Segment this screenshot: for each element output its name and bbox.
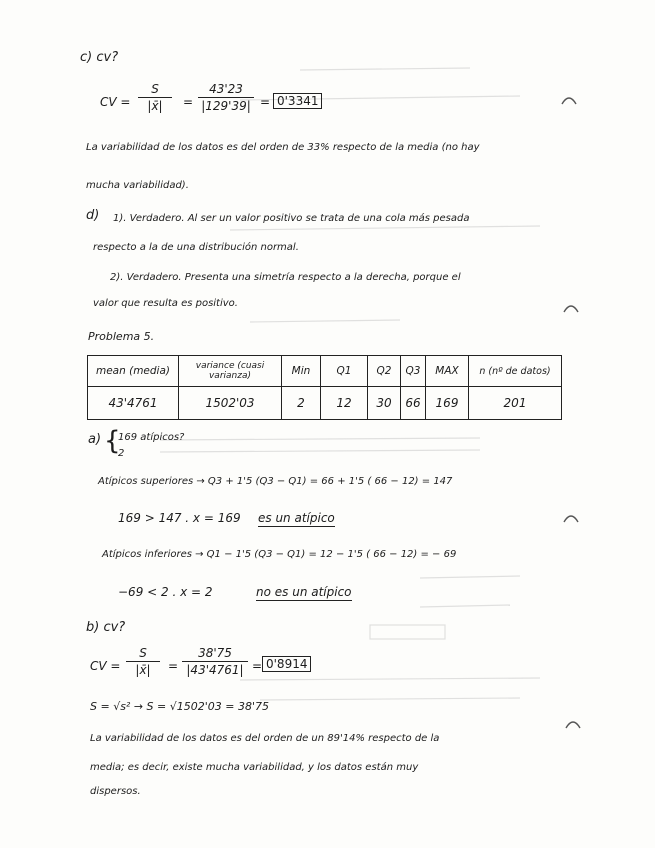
header-cell: Q2	[368, 356, 401, 387]
part-b-s-formula: S = √s² → S = √1502'03 = 38'75	[90, 700, 269, 713]
outliers-upper-conclusion: es un atípico	[258, 511, 335, 525]
value-cell: 12	[321, 387, 368, 420]
binder-hole-lower	[562, 512, 580, 524]
part-c-heading: c) cv?	[80, 50, 119, 65]
part-b-cv-result: 0'8914	[262, 656, 311, 672]
value-cell: 2	[282, 387, 321, 420]
part-d-label: d)	[86, 208, 100, 223]
header-cell: Min	[282, 356, 321, 387]
header-cell: Q1	[321, 356, 368, 387]
problem-title: Problema 5.	[88, 330, 155, 343]
fraction-denominator: |129'39|	[201, 99, 251, 113]
table-row	[88, 387, 562, 420]
fraction-numerator: 38'75	[182, 646, 248, 662]
statistics-table	[87, 355, 562, 420]
part-a-brace-line1: 169 atípicos?	[118, 432, 185, 443]
header-cell: MAX	[426, 356, 469, 387]
part-d-item1-line1: 1). Verdadero. Al ser un valor positivo se trata de una cola más pesada	[113, 213, 470, 224]
part-b-cv-label: CV =	[90, 659, 121, 673]
part-c-fraction-formula	[138, 82, 172, 113]
part-b-heading: b) cv?	[86, 620, 126, 635]
header-cell: variance (cuasi varianza)	[179, 356, 282, 387]
header-cell: n (nº de datos)	[469, 356, 562, 387]
equals-sign: =	[252, 659, 263, 673]
outliers-lower-check: −69 < 2 . x = 2	[118, 585, 213, 599]
value-cell: 1502'03	[179, 387, 282, 420]
part-c-cv-label: CV =	[100, 95, 131, 109]
equals-sign: =	[260, 95, 271, 109]
part-c-text-line1: La variabilidad de los datos es del orden de 33% respecto de la media (no hay	[86, 142, 480, 153]
fraction-denominator: |x̄|	[135, 663, 151, 677]
equals-sign: =	[183, 95, 194, 109]
binder-hole-top	[560, 94, 578, 106]
header-cell: mean (media)	[88, 356, 179, 387]
part-b-fraction-formula	[126, 646, 160, 677]
part-d-item2-line1: 2). Verdadero. Presenta una simetría respecto a la derecha, porque el	[110, 272, 461, 283]
fraction-numerator: S	[138, 82, 172, 98]
part-c-fraction-values	[198, 82, 254, 113]
part-c-cv-result: 0'3341	[273, 93, 322, 109]
part-a-brace-line2: 2	[118, 448, 125, 459]
part-a-label: a)	[88, 432, 102, 447]
outliers-upper-check: 169 > 147 . x = 169	[118, 511, 241, 525]
table-header-row	[88, 356, 562, 387]
outliers-lower-conclusion: no es un atípico	[256, 585, 352, 599]
brace-symbol: {	[104, 426, 121, 456]
part-b-fraction-values	[182, 646, 248, 677]
part-d-item2-line2: valor que resulta es positivo.	[93, 298, 238, 309]
header-cell: Q3	[401, 356, 426, 387]
fraction-denominator: |43'4761|	[186, 663, 244, 677]
outliers-upper-formula: Atípicos superiores → Q3 + 1'5 (Q3 − Q1) = 66 + 1'5 ( 66 − 12) = 147	[98, 476, 453, 487]
equals-sign: =	[168, 659, 179, 673]
part-d-item1-line2: respecto a la de una distribución normal.	[93, 242, 299, 253]
fraction-numerator: 43'23	[198, 82, 254, 98]
part-b-text-line3: dispersos.	[90, 786, 141, 797]
fraction-numerator: S	[126, 646, 160, 662]
value-cell: 66	[401, 387, 426, 420]
value-cell: 30	[368, 387, 401, 420]
value-cell: 169	[426, 387, 469, 420]
outliers-lower-formula: Atípicos inferiores → Q1 − 1'5 (Q3 − Q1) = 12 − 1'5 ( 66 − 12) = − 69	[102, 549, 457, 560]
value-cell: 201	[469, 387, 562, 420]
binder-hole-upper	[562, 302, 580, 314]
part-b-text-line1: La variabilidad de los datos es del orden de un 89'14% respecto de la	[90, 733, 440, 744]
part-b-text-line2: media; es decir, existe mucha variabilidad, y los datos están muy	[90, 762, 419, 773]
part-c-text-line2: mucha variabilidad).	[86, 180, 189, 191]
fraction-denominator: |x̄|	[147, 99, 163, 113]
value-cell: 43'4761	[88, 387, 179, 420]
binder-hole-bottom	[564, 718, 582, 730]
